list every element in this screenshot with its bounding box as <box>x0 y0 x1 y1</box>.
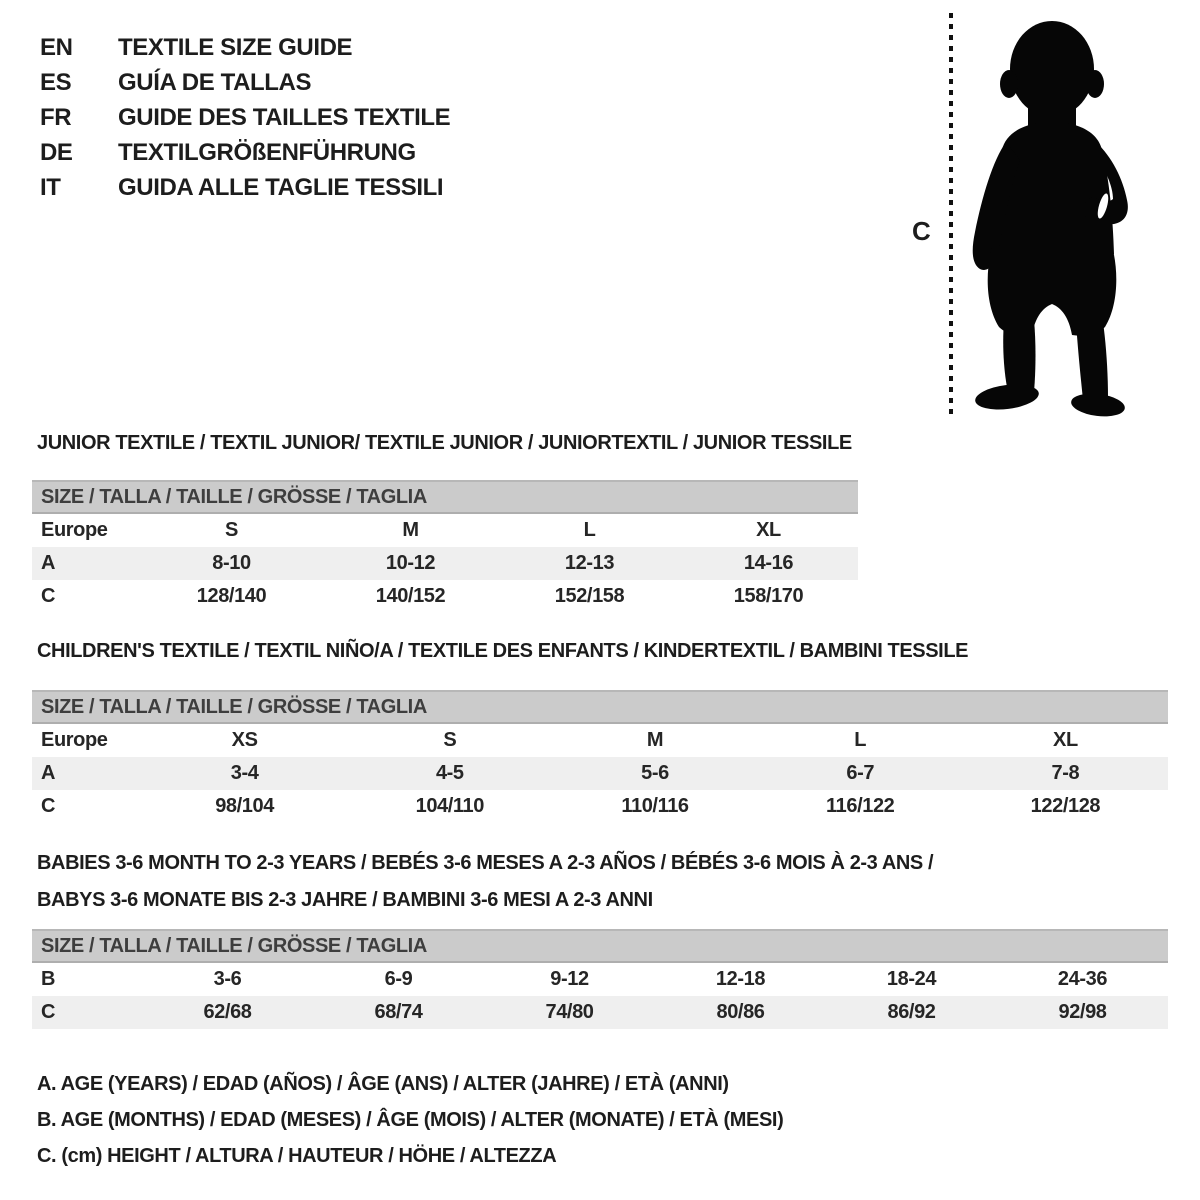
height-cell: 92/98 <box>1058 1001 1107 1023</box>
row-label: Europe <box>41 729 108 751</box>
row-label: C <box>41 585 56 607</box>
language-title: GUÍA DE TALLAS <box>118 69 312 96</box>
size-cell: S <box>443 729 457 751</box>
language-row <box>40 135 450 170</box>
height-cell: 116/122 <box>826 795 895 817</box>
months-cell: 18-24 <box>886 968 937 990</box>
height-cell: 62/68 <box>203 1001 252 1023</box>
age-cell: 12-13 <box>564 552 615 574</box>
age-cell: 5-6 <box>641 762 669 784</box>
legend-line-height-cm: C. (cm) HEIGHT / ALTURA / HAUTEUR / HÖHE / ALTEZZA <box>37 1145 557 1167</box>
row-label: C <box>41 795 56 817</box>
legend-line-age-months: B. AGE (MONTHS) / EDAD (MESES) / ÂGE (MOIS) / ALTER (MONATE) / ETÀ (MESI) <box>37 1109 784 1131</box>
language-title: GUIDE DES TAILLES TEXTILE <box>118 104 451 131</box>
language-title-list <box>40 30 450 205</box>
months-cell: 9-12 <box>550 968 589 990</box>
height-cell: 110/116 <box>621 795 689 817</box>
age-cell: 3-4 <box>230 762 259 784</box>
babies-title-line1: BABIES 3-6 MONTH TO 2-3 YEARS / BEBÉS 3-6 MESES A 2-3 AÑOS / BÉBÉS 3-6 MOIS À 2-3 ANS / <box>37 852 934 874</box>
months-cell: 24-36 <box>1057 968 1108 990</box>
age-cell: 14-16 <box>743 552 794 574</box>
children-table-row-age <box>32 757 1168 790</box>
children-table-row-europe <box>32 724 1168 757</box>
language-code: DE <box>40 139 73 166</box>
months-cell: 12-18 <box>715 968 766 990</box>
legend <box>37 1066 783 1174</box>
junior-size-table <box>32 480 858 613</box>
height-cell: 86/92 <box>887 1001 936 1023</box>
row-label: A <box>41 762 56 784</box>
height-measure-dashed-line-icon <box>947 13 955 415</box>
size-cell: M <box>402 519 419 541</box>
height-cell: 74/80 <box>545 1001 594 1023</box>
age-cell: 4-5 <box>435 762 464 784</box>
height-cell: 98/104 <box>215 795 274 817</box>
age-cell: 10-12 <box>385 552 436 574</box>
language-row <box>40 170 450 205</box>
size-cell: L <box>854 729 867 751</box>
babies-title-line2: BABYS 3-6 MONATE BIS 2-3 JAHRE / BAMBINI 3-6 MESI A 2-3 ANNI <box>37 889 653 911</box>
row-label: Europe <box>41 519 108 541</box>
children-table-row-height <box>32 790 1168 823</box>
size-cell: XL <box>756 519 781 541</box>
height-cell: 68/74 <box>374 1001 423 1023</box>
junior-table-row-europe <box>32 514 858 547</box>
months-cell: 3-6 <box>213 968 242 990</box>
children-size-header-bar: SIZE / TALLA / TAILLE / GRÖSSE / TAGLIA <box>32 690 1168 724</box>
junior-section-title: JUNIOR TEXTILE / TEXTIL JUNIOR/ TEXTILE JUNIOR / JUNIORTEXTIL / JUNIOR TESSILE <box>37 432 852 454</box>
height-cell: 140/152 <box>375 585 446 607</box>
language-row <box>40 65 450 100</box>
height-cell: 152/158 <box>554 585 625 607</box>
size-cell: L <box>583 519 596 541</box>
height-cell: 104/110 <box>415 795 484 817</box>
language-code: ES <box>40 69 72 96</box>
toddler-silhouette-icon <box>962 12 1146 422</box>
height-cell: 80/86 <box>716 1001 765 1023</box>
row-label: A <box>41 552 56 574</box>
babies-section-title <box>37 845 933 919</box>
size-cell: XL <box>1053 729 1078 751</box>
age-cell: 6-7 <box>846 762 875 784</box>
junior-size-header-bar: SIZE / TALLA / TAILLE / GRÖSSE / TAGLIA <box>32 480 858 514</box>
size-cell: M <box>646 729 664 751</box>
babies-size-header-bar: SIZE / TALLA / TAILLE / GRÖSSE / TAGLIA <box>32 929 1168 963</box>
legend-line-age-years: A. AGE (YEARS) / EDAD (AÑOS) / ÂGE (ANS) / ALTER (JAHRE) / ETÀ (ANNI) <box>37 1073 729 1095</box>
months-cell: 6-9 <box>384 968 413 990</box>
junior-table-row-age <box>32 547 858 580</box>
language-row <box>40 100 450 135</box>
language-title: TEXTILE SIZE GUIDE <box>118 34 353 61</box>
size-cell: XS <box>231 729 258 751</box>
junior-table-row-height <box>32 580 858 613</box>
row-label: B <box>41 968 56 990</box>
height-cell: 128/140 <box>196 585 267 607</box>
height-cell: 158/170 <box>733 585 804 607</box>
language-row <box>40 30 450 65</box>
language-code: IT <box>40 174 61 201</box>
babies-size-table <box>32 929 1168 1029</box>
language-title: TEXTILGRÖßENFÜHRUNG <box>118 139 416 166</box>
language-code: FR <box>40 104 72 131</box>
language-title: GUIDA ALLE TAGLIE TESSILI <box>118 174 444 201</box>
children-size-table <box>32 690 1168 823</box>
babies-table-row-months <box>32 963 1168 996</box>
children-section-title: CHILDREN'S TEXTILE / TEXTIL NIÑO/A / TEXTILE DES ENFANTS / KINDERTEXTIL / BAMBINI TESSILE <box>37 640 969 662</box>
row-label: C <box>41 1001 56 1023</box>
language-code: EN <box>40 34 73 61</box>
age-cell: 8-10 <box>212 552 251 574</box>
age-cell: 7-8 <box>1051 762 1080 784</box>
height-cell: 122/128 <box>1030 795 1101 817</box>
size-cell: S <box>225 519 238 541</box>
height-measure-label: C <box>912 216 931 246</box>
babies-table-row-height <box>32 996 1168 1029</box>
